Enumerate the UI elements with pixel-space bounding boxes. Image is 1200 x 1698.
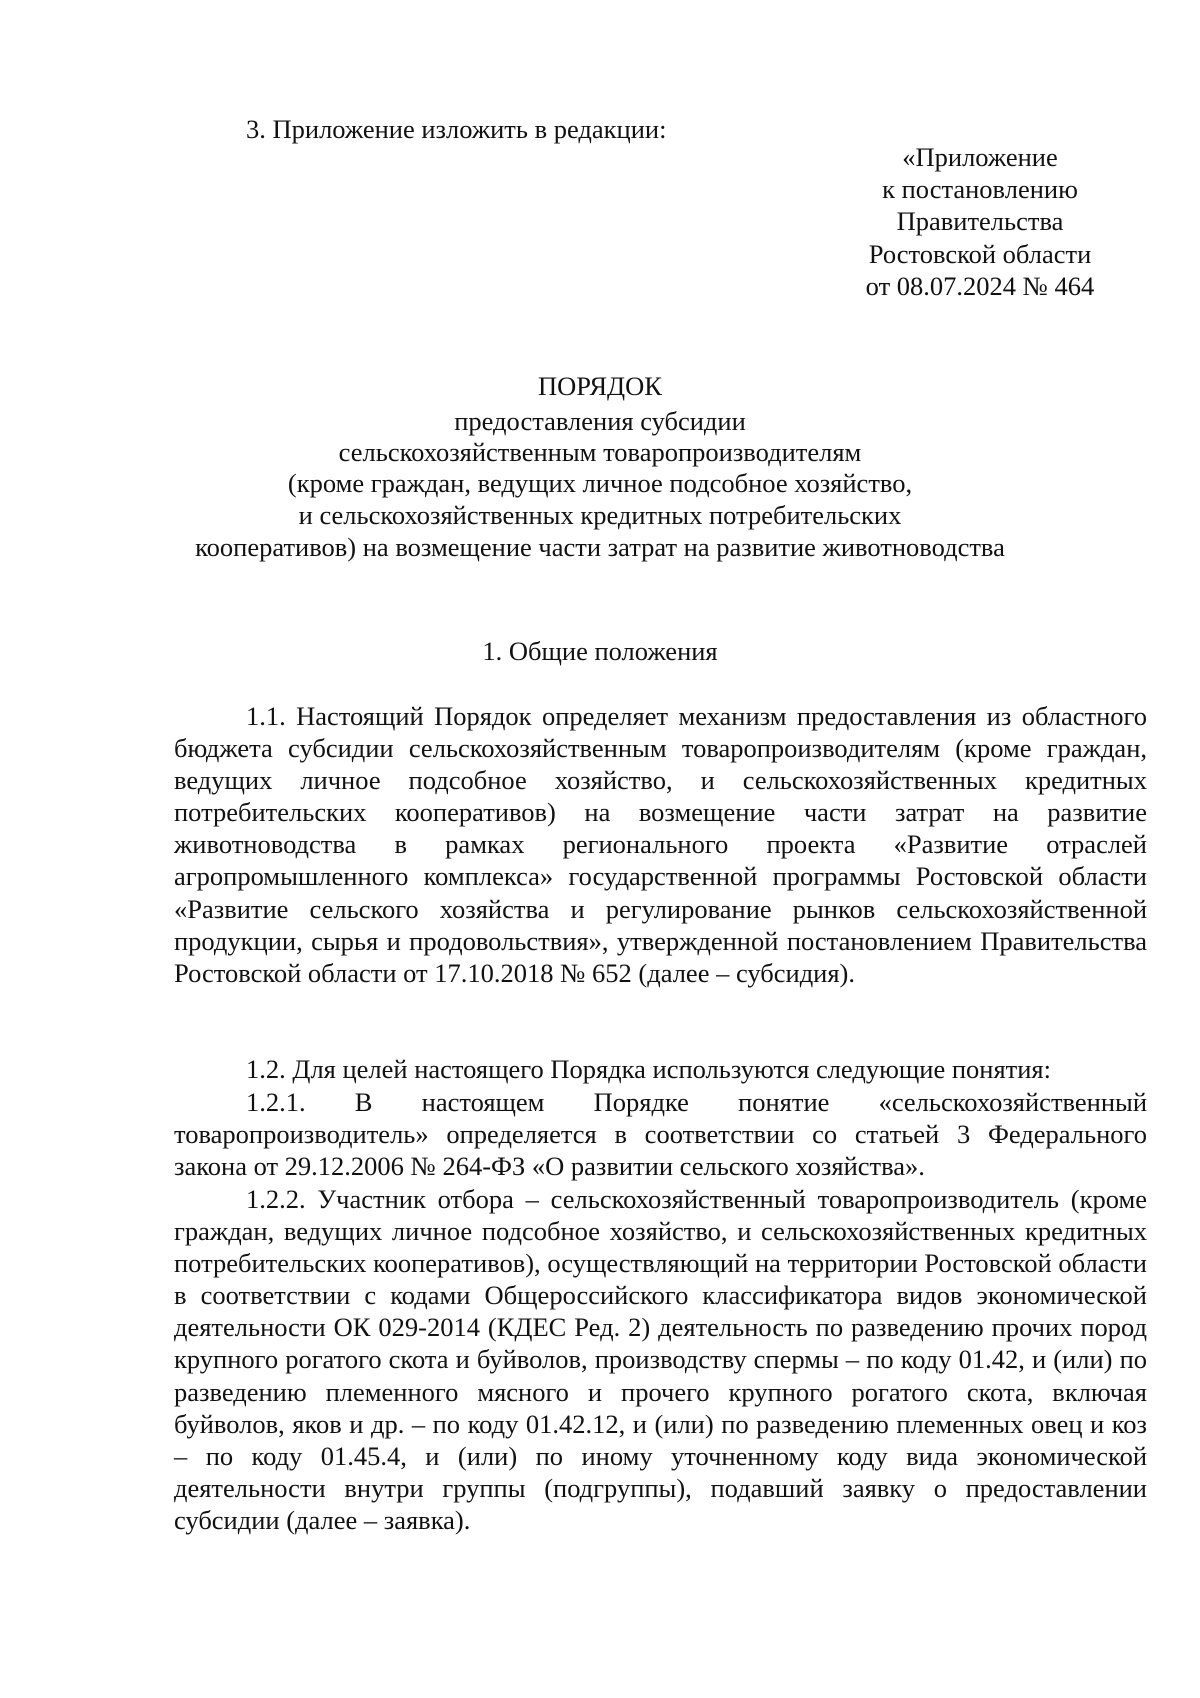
title-line: (кроме граждан, ведущих личное подсобное хозяйство, bbox=[287, 468, 913, 498]
paragraph-1-2-1: 1.2.1. В настоящем Порядке понятие «сельскохозяйственный товаропроизводитель» определяется в соответствии со статьей 3 Федерального закона от 29.12.2006 № 264-ФЗ «О развитии сельского хозяйства». bbox=[174, 1087, 1147, 1182]
title-line: и сельскохозяйственных кредитных потребительских bbox=[298, 500, 902, 530]
paragraph-1-1: 1.1. Настоящий Порядок определяет механизм предоставления из областного бюджета субсидии сельскохозяйственным товаропроизводителям (кроме граждан, ведущих личное подсобное хозяйство, и сельскохозяйственных кредитных потребительских кооперативов) на возмещение части затрат на развитие животноводства в рамках регионального проекта «Развитие отраслей агропромышленного комплекса» государственной программы Ростовской области «Развитие сельского хозяйства и регулирование рынков сельскохозяйственной продукции, сырья и продовольствия», утвержденной постановлением Правительства Ростовской области от 17.10.2018 № 652 (далее – субсидия). bbox=[174, 701, 1147, 988]
section-heading: 1. Общие положения bbox=[482, 636, 718, 666]
appendix-line: к постановлению bbox=[882, 174, 1078, 205]
title-line: предоставления субсидии bbox=[454, 406, 746, 436]
appendix-line: от 08.07.2024 № 464 bbox=[865, 270, 1095, 301]
document-title: ПОРЯДОК bbox=[538, 371, 662, 401]
appendix-line: «Приложение bbox=[902, 142, 1058, 172]
title-line: кооперативов) на возмещение части затрат на развитие животноводства bbox=[195, 532, 1005, 562]
appendix-line: Ростовской области bbox=[868, 238, 1092, 269]
appendix-block bbox=[840, 141, 1120, 302]
paragraph-1-2-2: 1.2.2. Участник отбора – сельскохозяйственный товаропроизводитель (кроме граждан, ведущих личное подсобное хозяйство, и сельскохозяйственных кредитных потребительских кооперативов), осуществляющий на территории Ростовской области в соответствии с кодами Общероссийского классификатора видов экономической деятельности ОК 029-2014 (КДЕС Ред. 2) деятельность по разведению прочих пород крупного рогатого скота и буйволов, производству спермы – по коду 01.42, и (или) по разведению племенного мясного и прочего крупного рогатого скота, включая буйволов, яков и др. – по коду 01.42.12, и (или) по разведению племенных овец и коз – по коду 01.45.4, и (или) по иному уточненному коду вида экономической деятельности внутри группы (подгруппы), подавший заявку о предоставлении субсидии (далее – заявка). bbox=[174, 1184, 1147, 1535]
title-line: сельскохозяйственным товаропроизводителям bbox=[338, 437, 862, 467]
intro-line: 3. Приложение изложить в редакции: bbox=[246, 114, 667, 144]
paragraph-1-2: 1.2. Для целей настоящего Порядка используются следующие понятия: bbox=[246, 1054, 1051, 1084]
appendix-line: Правительства bbox=[896, 206, 1064, 237]
